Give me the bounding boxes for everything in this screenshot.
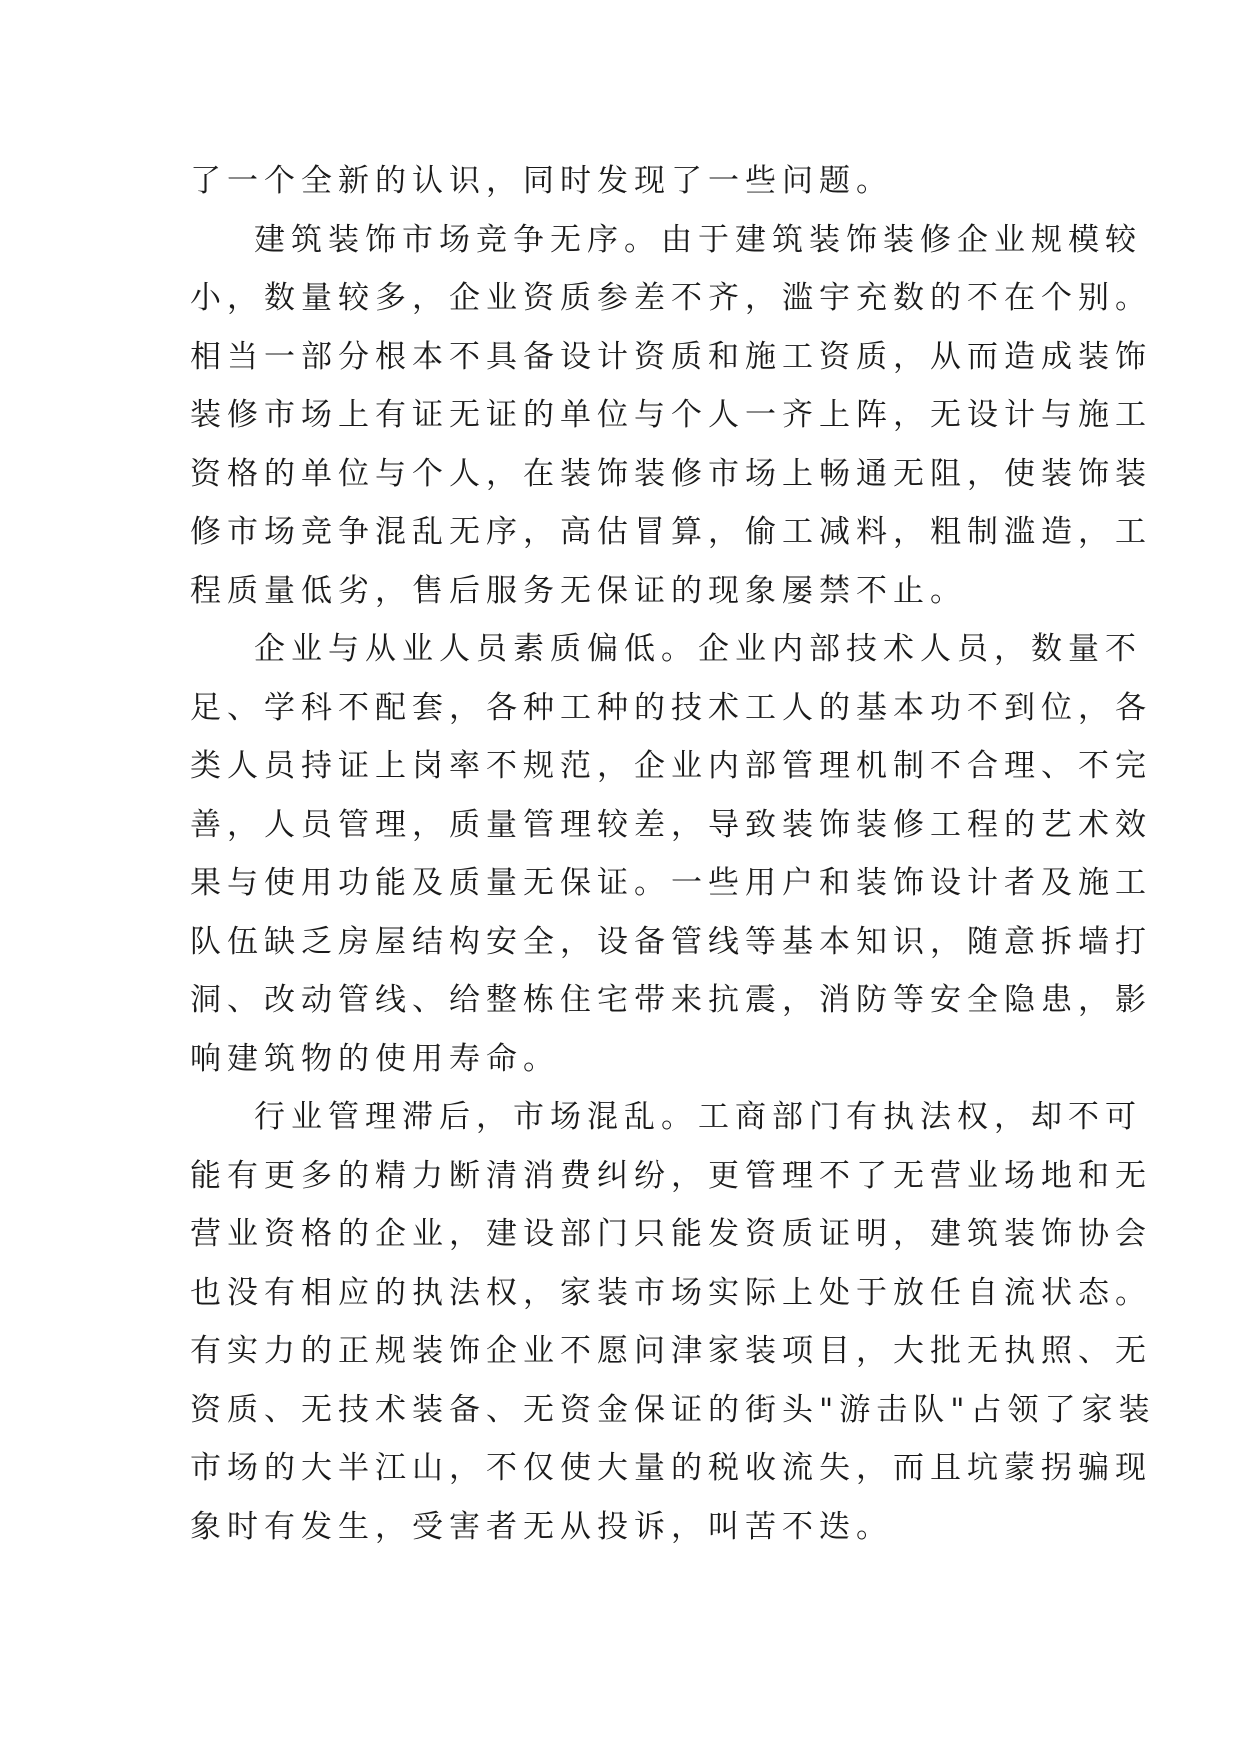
text-line: 建筑装饰市场竞争无序。由于建筑装饰装修企业规模较 xyxy=(254,221,1142,258)
text-line: 象时有发生，受害者无从投诉，叫苦不迭。 xyxy=(190,1508,893,1545)
text-line: 营业资格的企业，建设部门只能发资质证明，建筑装饰协会 xyxy=(190,1216,1152,1252)
document-body xyxy=(190,152,1156,1556)
text-line: 有实力的正规装饰企业不愿问津家装项目，大批无执照、无 xyxy=(190,1333,1152,1369)
paragraph-industry-management xyxy=(190,1088,1156,1556)
text-line: 类人员持证上岗率不规范，企业内部管理机制不合理、不完 xyxy=(190,748,1152,784)
text-line: 修市场竞争混乱无序，高估冒算，偷工减料，粗制滥造，工 xyxy=(190,514,1152,550)
text-line: 程质量低劣，售后服务无保证的现象屡禁不止。 xyxy=(190,572,967,609)
text-line: 相当一部分根本不具备设计资质和施工资质，从而造成装饰 xyxy=(190,338,1152,375)
text-line: 市场的大半江山，不仅使大量的税收流失，而且坑蒙拐骗现 xyxy=(190,1450,1152,1486)
text-line: 也没有相应的执法权，家装市场实际上处于放任自流状态。 xyxy=(190,1274,1152,1311)
text-line: 能有更多的精力断清消费纠纷，更管理不了无营业场地和无 xyxy=(190,1157,1152,1194)
text-line: 了一个全新的认识，同时发现了一些问题。 xyxy=(190,163,893,199)
text-line: 队伍缺乏房屋结构安全，设备管线等基本知识，随意拆墙打 xyxy=(190,923,1152,960)
text-line: 行业管理滞后，市场混乱。工商部门有执法权，却不可 xyxy=(254,1099,1142,1135)
text-line: 洞、改动管线、给整栋住宅带来抗震，消防等安全隐患，影 xyxy=(190,982,1152,1018)
text-line: 资质、无技术装备、无资金保证的街头"游击队"占领了家装 xyxy=(190,1391,1156,1428)
text-line: 小，数量较多，企业资质参差不齐，滥宇充数的不在个别。 xyxy=(190,280,1152,316)
paragraph-staff-quality xyxy=(190,620,1152,1088)
text-line: 资格的单位与个人，在装饰装修市场上畅通无阻，使装饰装 xyxy=(190,455,1152,492)
text-line: 企业与从业人员素质偏低。企业内部技术人员，数量不 xyxy=(254,631,1142,667)
text-line: 装修市场上有证无证的单位与个人一齐上阵，无设计与施工 xyxy=(190,397,1152,433)
text-line: 足、学科不配套，各种工种的技术工人的基本功不到位，各 xyxy=(190,689,1152,726)
text-line: 善，人员管理，质量管理较差，导致装饰装修工程的艺术效 xyxy=(190,806,1152,843)
paragraph-market-competition xyxy=(190,211,1152,621)
paragraph-continuation xyxy=(190,152,1065,211)
text-line: 响建筑物的使用寿命。 xyxy=(190,1040,560,1077)
text-line: 果与使用功能及质量无保证。一些用户和装饰设计者及施工 xyxy=(190,865,1152,901)
